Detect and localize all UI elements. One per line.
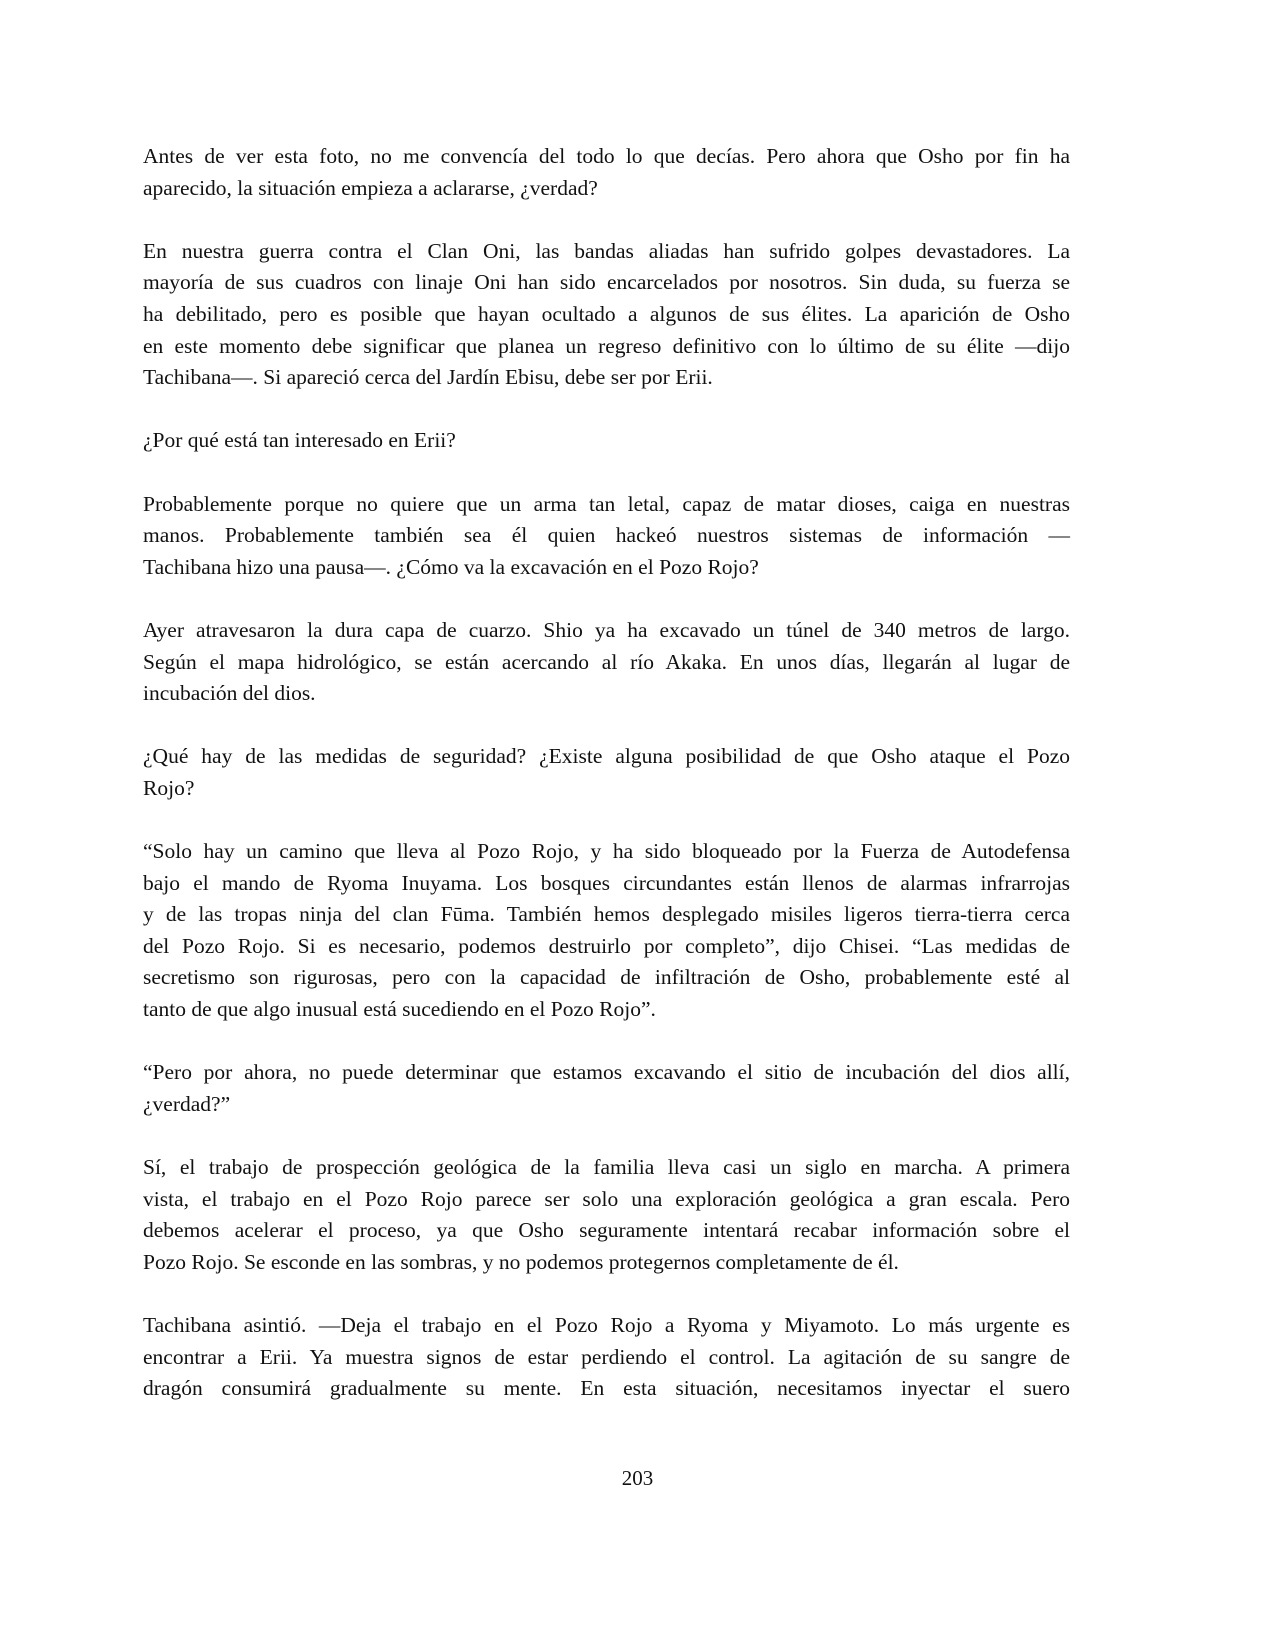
text-line: Según el mapa hidrológico, se están acercando al río Akaka. En unos días, llegarán al lugar de <box>143 649 1070 674</box>
paragraph <box>143 425 1070 457</box>
text-line: Tachibana—. Si apareció cerca del Jardín Ebisu, debe ser por Erii. <box>143 365 713 390</box>
text-line: Probablemente porque no quiere que un arma tan letal, capaz de matar dioses, caiga en nuestras <box>143 491 1070 516</box>
paragraph <box>143 141 1070 204</box>
text-line: y de las tropas ninja del clan Fūma. También hemos desplegado misiles ligeros tierra-tierra cerca <box>143 902 1070 927</box>
text-line: “Solo hay un camino que lleva al Pozo Rojo, y ha sido bloqueado por la Fuerza de Autodefensa <box>143 839 1070 864</box>
text-line: Pozo Rojo. Se esconde en las sombras, y no podemos protegernos completamente de él. <box>143 1249 899 1274</box>
text-line: secretismo son rigurosas, pero con la capacidad de infiltración de Osho, probablemente esté al <box>143 965 1070 990</box>
paragraph <box>143 489 1070 584</box>
text-line: encontrar a Erii. Ya muestra signos de estar perdiendo el control. La agitación de su sangre de <box>143 1344 1070 1369</box>
text-line: bajo el mando de Ryoma Inuyama. Los bosques circundantes están llenos de alarmas infrarrojas <box>143 870 1070 895</box>
text-line: ha debilitado, pero es posible que hayan ocultado a algunos de sus élites. La aparición de Osho <box>143 301 1070 326</box>
paragraph <box>143 1152 1070 1278</box>
text-line: ¿Por qué está tan interesado en Erii? <box>143 428 456 453</box>
text-line: Tachibana asintió. —Deja el trabajo en el Pozo Rojo a Ryoma y Miyamoto. Lo más urgente es <box>143 1312 1070 1337</box>
text-line: dragón consumirá gradualmente su mente. En esta situación, necesitamos inyectar el suero <box>143 1376 1070 1401</box>
text-line: en este momento debe significar que planea un regreso definitivo con lo último de su élite —dijo <box>143 333 1070 358</box>
text-line: Ayer atravesaron la dura capa de cuarzo. Shio ya ha excavado un túnel de 340 metros de largo. <box>143 617 1070 642</box>
text-line: En nuestra guerra contra el Clan Oni, las bandas aliadas han sufrido golpes devastadores. La <box>143 238 1070 263</box>
paragraph <box>143 836 1070 1026</box>
text-line: Rojo? <box>143 775 195 800</box>
paragraph <box>143 1057 1070 1120</box>
text-line: manos. Probablemente también sea él quien hackeó nuestros sistemas de información — <box>143 523 1070 548</box>
text-line: vista, el trabajo en el Pozo Rojo parece ser solo una exploración geológica a gran escala. Pero <box>143 1186 1070 1211</box>
text-line: tanto de que algo inusual está sucediendo en el Pozo Rojo”. <box>143 997 656 1022</box>
text-line: Tachibana hizo una pausa—. ¿Cómo va la excavación en el Pozo Rojo? <box>143 554 759 579</box>
text-line: Sí, el trabajo de prospección geológica de la familia lleva casi un siglo en marcha. A primera <box>143 1155 1070 1179</box>
text-line: ¿verdad?” <box>143 1091 231 1116</box>
text-line: Antes de ver esta foto, no me convencía del todo lo que decías. Pero ahora que Osho por fin ha <box>143 144 1070 168</box>
text-line: incubación del dios. <box>143 681 316 706</box>
paragraph <box>143 1310 1070 1405</box>
paragraph <box>143 741 1070 804</box>
text-line: ¿Qué hay de las medidas de seguridad? ¿Existe alguna posibilidad de que Osho ataque el Pozo <box>143 744 1070 769</box>
text-line: debemos acelerar el proceso, ya que Osho seguramente intentará recabar información sobre el <box>143 1218 1070 1243</box>
text-line: “Pero por ahora, no puede determinar que estamos excavando el sitio de incubación del dios allí, <box>143 1060 1070 1085</box>
page-body <box>143 141 1070 1436</box>
text-line: mayoría de sus cuadros con linaje Oni han sido encarcelados por nosotros. Sin duda, su fuerza se <box>143 270 1070 295</box>
paragraph <box>143 236 1070 394</box>
paragraph <box>143 615 1070 710</box>
text-line: aparecido, la situación empieza a aclararse, ¿verdad? <box>143 175 598 200</box>
text-line: del Pozo Rojo. Si es necesario, podemos destruirlo por completo”, dijo Chisei. “Las medidas de <box>143 933 1070 958</box>
page-number: 203 <box>621 1466 654 1490</box>
